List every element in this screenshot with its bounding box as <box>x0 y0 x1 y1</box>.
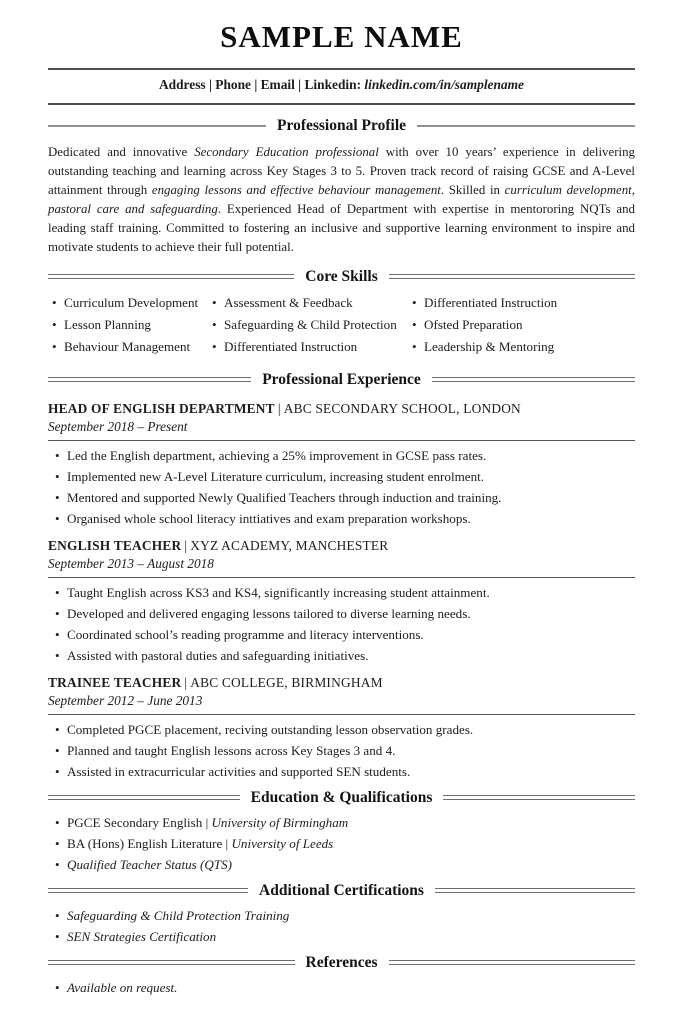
job-company: XYZ ACADEMY, MANCHESTER <box>190 538 389 553</box>
job-divider-line <box>48 577 635 578</box>
job-heading <box>48 401 635 417</box>
job-divider-line <box>48 440 635 441</box>
section-divider-line <box>389 274 635 279</box>
certifications-title: Additional Certifications <box>259 882 424 899</box>
skill-item: • Differentiated Instruction <box>408 295 635 310</box>
job-dates: September 2012 – June 2013 <box>48 693 203 708</box>
section-divider-line <box>48 274 294 279</box>
section-heading-experience <box>48 370 635 389</box>
skills-column-1 <box>48 295 208 361</box>
header-divider-bottom <box>48 103 635 105</box>
certification-item: • Safeguarding & Child Protection Training <box>48 908 635 923</box>
references-list <box>48 980 635 995</box>
job-divider-line <box>48 714 635 715</box>
job-bullet: • Led the English department, achieving a 25% improvement in GCSE pass rates. <box>48 448 635 463</box>
job-bullet: • Implemented new A-Level Literature curriculum, increasing student enrolment. <box>48 469 635 484</box>
contact-label: Address | Phone | Email | Linkedin: <box>158 77 362 92</box>
section-divider-line <box>443 795 635 800</box>
header-divider-top <box>48 68 635 70</box>
skill-item: • Assessment & Feedback <box>208 295 408 310</box>
section-divider-line <box>432 377 635 382</box>
section-heading-core-skills <box>48 267 635 286</box>
core-skills-title: Core Skills <box>305 268 378 285</box>
job-company: ABC SECONDARY SCHOOL, LONDON <box>283 401 521 416</box>
section-heading-profile <box>48 116 635 135</box>
job-bullet: • Taught English across KS3 and KS4, significantly increasing student attainment. <box>48 585 635 600</box>
skill-item: • Leadership & Mentoring <box>408 339 635 354</box>
profile-title: Professional Profile <box>277 117 407 134</box>
skill-item: • Safeguarding & Child Protection <box>208 317 408 332</box>
job-role: TRAINEE TEACHER <box>48 675 182 690</box>
job-bullet: • Organised whole school literacy inttiatives and exam preparation workshops. <box>48 511 635 526</box>
education-item: • PGCE Secondary English | University of Birmingham <box>48 815 635 830</box>
contact-line <box>48 76 635 93</box>
experience-title: Professional Experience <box>262 371 421 388</box>
skill-item: • Lesson Planning <box>48 317 208 332</box>
section-divider-line <box>48 960 295 965</box>
section-divider-line <box>48 125 266 127</box>
job-heading <box>48 538 635 554</box>
job-bullet: • Planned and taught English lessons across Key Stages 3 and 4. <box>48 743 635 758</box>
job-role: ENGLISH TEACHER <box>48 538 182 553</box>
job-bullet-list <box>48 722 635 779</box>
profile-paragraph: Dedicated and innovative Secondary Education professional with over 10 years’ experience in delivering outstanding teaching and learning across Key Stages 3 to 5. Proven track record of raising GCSE and A-Level attainment through engaging lessons and effective behaviour management. Skilled in curriculum development, pastoral care and safeguarding. Experienced Head of Department with expertise in mentororing NQTs and leading staff training. Committed to fostering an inclusive and supportive learning environment to inspire and motivate students to achieve their full potential. <box>48 145 636 254</box>
experience-job-3 <box>48 675 635 779</box>
experience-job-1 <box>48 401 635 526</box>
references-title: References <box>305 954 378 971</box>
section-heading-certifications <box>48 881 635 900</box>
core-skills-grid <box>48 295 635 361</box>
education-item: • BA (Hons) English Literature | University of Leeds <box>48 836 635 851</box>
certifications-list <box>48 908 635 944</box>
page-title: SAMPLE NAME <box>220 19 463 54</box>
job-company: ABC COLLEGE, BIRMINGHAM <box>190 675 383 690</box>
job-dates: September 2013 – August 2018 <box>48 556 214 571</box>
job-bullet-list <box>48 585 635 663</box>
job-separator: | <box>277 401 281 416</box>
skills-column-3 <box>408 295 635 361</box>
education-item: • Qualified Teacher Status (QTS) <box>48 857 635 872</box>
section-divider-line <box>48 377 251 382</box>
job-heading <box>48 675 635 691</box>
job-bullet: • Completed PGCE placement, reciving outstanding lesson observation grades. <box>48 722 635 737</box>
skill-item: • Behaviour Management <box>48 339 208 354</box>
section-divider-line <box>435 888 635 893</box>
job-separator: | <box>184 538 188 553</box>
job-separator: | <box>184 675 188 690</box>
job-bullet: • Assisted with pastoral duties and safeguarding initiatives. <box>48 648 635 663</box>
job-bullet: • Developed and delivered engaging lessons tailored to diverse learning needs. <box>48 606 635 621</box>
skills-column-2 <box>208 295 408 361</box>
job-bullet-list <box>48 448 635 526</box>
section-heading-education <box>48 788 635 807</box>
experience-job-2 <box>48 538 635 663</box>
education-list <box>48 815 635 872</box>
section-divider-line <box>48 888 248 893</box>
reference-item: • Available on request. <box>48 980 635 995</box>
skill-item: • Ofsted Preparation <box>408 317 635 332</box>
job-dates: September 2018 – Present <box>48 419 188 434</box>
job-bullet: • Coordinated school’s reading programme and literacy interventions. <box>48 627 635 642</box>
linkedin-url: linkedin.com/in/samplename <box>364 77 524 92</box>
section-divider-line <box>417 125 635 127</box>
skill-item: • Curriculum Development <box>48 295 208 310</box>
job-bullet: • Assisted in extracurricular activities and supported SEN students. <box>48 764 635 779</box>
certification-item: • SEN Strategies Certification <box>48 929 635 944</box>
section-heading-references <box>48 953 635 972</box>
job-role: HEAD OF ENGLISH DEPARTMENT <box>48 401 275 416</box>
job-bullet: • Mentored and supported Newly Qualified Teachers through induction and training. <box>48 490 635 505</box>
section-divider-line <box>389 960 636 965</box>
section-divider-line <box>48 795 240 800</box>
education-title: Education & Qualifications <box>250 789 433 806</box>
skill-item: • Differentiated Instruction <box>208 339 408 354</box>
